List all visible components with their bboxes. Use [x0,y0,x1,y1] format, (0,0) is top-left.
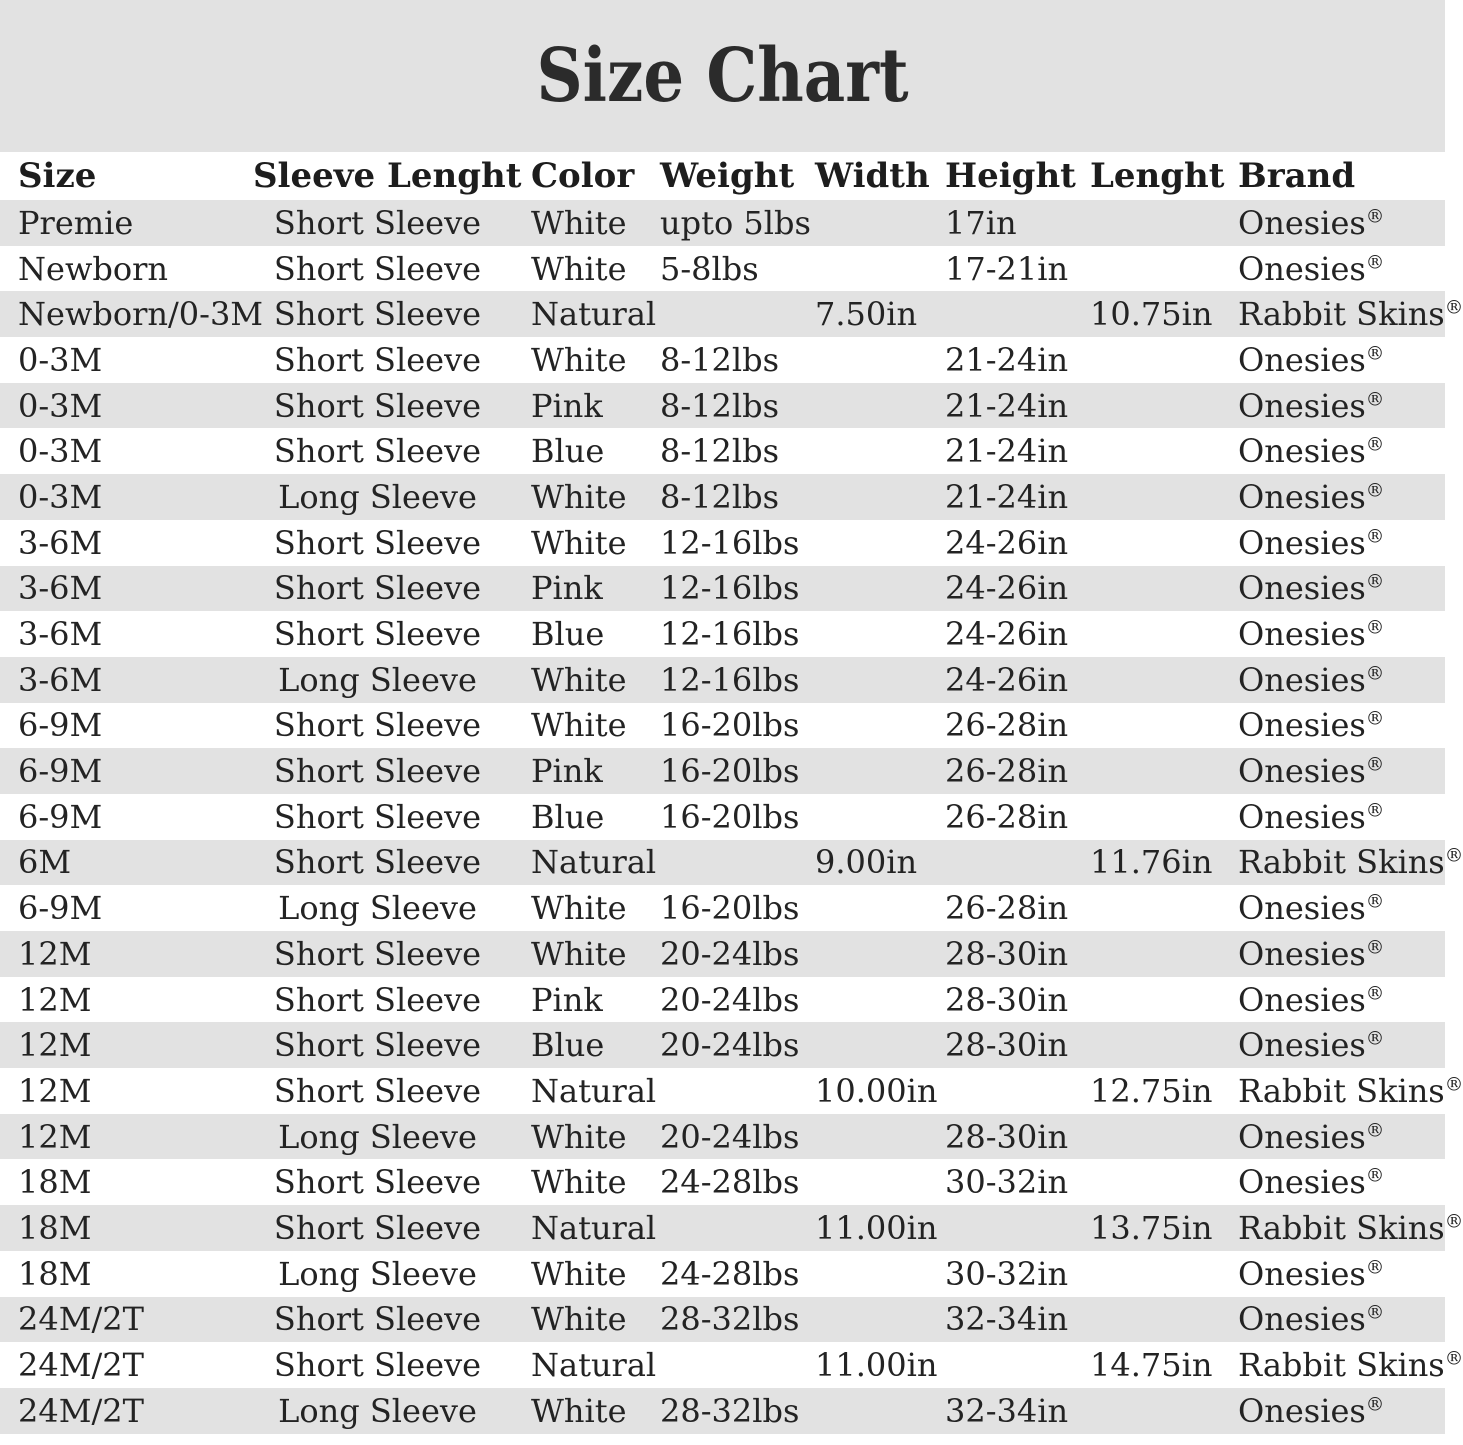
cell-size: Newborn/0-3M [18,295,264,334]
cell-height: 21-24in [945,386,1069,425]
column-header-brand: Brand [1238,156,1356,196]
registered-trademark-symbol: ® [1365,708,1385,730]
cell-width [810,611,940,657]
cell-weight: 16-20lbs [660,889,800,928]
registered-trademark-symbol: ® [1365,937,1385,959]
cell-brand: Rabbit Skins® [1238,1208,1463,1247]
cell-size: 18M [18,1254,92,1293]
table-row [0,1205,1445,1251]
table-row [0,383,1445,429]
cell-weight: 28-32lbs [660,1391,800,1430]
cell-sleeve-lenght: Short Sleeve [273,295,482,334]
table-row [0,840,1445,886]
table-row [0,1297,1445,1343]
cell-brand: Rabbit Skins® [1238,1071,1463,1110]
registered-trademark-symbol: ® [1365,526,1385,547]
cell-height [940,1068,1085,1114]
cell-width [810,703,940,749]
cell-size: 24M/2T [18,1346,144,1385]
cell-width [810,1388,940,1434]
cell-sleeve-lenght: Short Sleeve [273,1346,482,1385]
cell-size: 12M [18,1071,92,1110]
table-row [0,611,1445,657]
cell-height: 26-28in [945,706,1069,745]
column-header-weight: Weight [660,156,795,196]
cell-color: White [531,340,627,379]
cell-sleeve-lenght: Short Sleeve [273,1071,482,1110]
cell-height [940,840,1085,886]
cell-brand: Rabbit Skins® [1238,295,1463,334]
cell-sleeve-lenght: Short Sleeve [273,203,482,242]
cell-color: White [531,523,627,562]
cell-lenght [1085,474,1233,520]
cell-lenght [1085,1022,1233,1068]
cell-height: 26-28in [945,889,1069,928]
cell-brand: Onesies® [1238,523,1385,562]
cell-sleeve-lenght: Short Sleeve [273,843,482,882]
column-header-size: Size [18,156,97,196]
cell-size: 3-6M [18,569,103,608]
cell-sleeve-lenght: Long Sleeve [278,1391,477,1430]
table-row [0,1388,1445,1434]
cell-lenght: 11.76in [1090,843,1213,882]
registered-trademark-symbol: ® [1365,663,1385,685]
cell-weight: 24-28lbs [660,1163,800,1202]
cell-weight: 20-24lbs [660,934,800,973]
cell-lenght [1085,428,1233,474]
table-row [0,520,1445,566]
cell-height: 17-21in [945,249,1069,288]
registered-trademark-symbol: ® [1444,1074,1463,1096]
cell-color: White [531,660,627,699]
cell-weight: 8-12lbs [660,386,780,425]
registered-trademark-symbol: ® [1365,388,1385,410]
cell-size: 0-3M [18,477,103,516]
cell-height [940,291,1085,337]
registered-trademark-symbol: ® [1365,1257,1385,1278]
cell-height: 21-24in [945,340,1069,379]
table-row [0,931,1445,977]
cell-size: 12M [18,1026,92,1065]
cell-color: Pink [531,752,603,791]
column-header-color: Color [531,156,635,196]
cell-size: 24M/2T [18,1300,144,1339]
cell-weight [655,1205,810,1251]
cell-color: White [531,477,627,516]
cell-lenght: 14.75in [1090,1346,1213,1385]
table-row [0,1114,1445,1160]
cell-width: 10.00in [815,1071,938,1110]
cell-sleeve-lenght: Long Sleeve [278,1254,477,1293]
cell-width [810,1114,940,1160]
cell-weight: 20-24lbs [660,980,800,1019]
registered-trademark-symbol: ® [1365,1165,1385,1187]
registered-trademark-symbol: ® [1365,434,1385,456]
header-row [0,152,1445,200]
cell-size: 12M [18,934,92,973]
cell-color: White [531,1254,627,1293]
cell-lenght [1085,383,1233,429]
cell-brand: Onesies® [1238,1300,1385,1339]
cell-width [810,794,940,840]
cell-color: White [531,1117,627,1156]
cell-weight: 8-12lbs [660,432,780,471]
table-row [0,474,1445,520]
cell-size: 18M [18,1163,92,1202]
cell-lenght [1085,337,1233,383]
cell-size: 6-9M [18,797,103,836]
table-row [0,748,1445,794]
cell-height: 28-30in [945,1117,1069,1156]
column-header-height: Height [945,156,1076,196]
cell-brand: Onesies® [1238,752,1385,791]
table-row [0,566,1445,612]
cell-width [810,474,940,520]
table-row [0,428,1445,474]
cell-height: 26-28in [945,797,1069,836]
cell-size: 12M [18,980,92,1019]
cell-height [940,1342,1085,1388]
cell-brand: Rabbit Skins® [1238,843,1463,882]
cell-width [810,428,940,474]
cell-weight: upto 5lbs [660,203,811,242]
cell-width: 9.00in [815,843,918,882]
registered-trademark-symbol: ® [1365,1119,1385,1141]
cell-height: 32-34in [945,1391,1069,1430]
cell-lenght [1085,703,1233,749]
cell-color: Natural [531,295,657,334]
cell-brand: Onesies® [1238,889,1385,928]
cell-height: 21-24in [945,477,1069,516]
cell-brand: Onesies® [1238,934,1385,973]
cell-color: White [531,1300,627,1339]
cell-height: 30-32in [945,1254,1069,1293]
cell-weight: 16-20lbs [660,752,800,791]
cell-width [810,200,940,246]
cell-height: 30-32in [945,1163,1069,1202]
registered-trademark-symbol: ® [1444,297,1463,319]
cell-brand: Onesies® [1238,249,1385,288]
registered-trademark-symbol: ® [1444,845,1463,867]
cell-size: 6-9M [18,889,103,928]
cell-sleeve-lenght: Short Sleeve [273,1300,482,1339]
cell-width [810,566,940,612]
cell-color: Blue [531,432,605,471]
cell-height: 24-26in [945,523,1069,562]
cell-size: 6-9M [18,752,103,791]
cell-width [810,931,940,977]
cell-width [810,520,940,566]
cell-size: 0-3M [18,432,103,471]
cell-height: 26-28in [945,752,1069,791]
column-header-lenght: Lenght [1090,156,1225,196]
cell-sleeve-lenght: Long Sleeve [278,477,477,516]
cell-color: Pink [531,980,603,1019]
table-row [0,291,1445,337]
registered-trademark-symbol: ® [1365,617,1385,639]
cell-sleeve-lenght: Long Sleeve [278,660,477,699]
table-row [0,1251,1445,1297]
cell-lenght [1085,1297,1233,1343]
cell-weight [655,1342,810,1388]
cell-size: 24M/2T [18,1391,144,1430]
cell-lenght [1085,246,1233,292]
registered-trademark-symbol: ® [1365,891,1385,913]
registered-trademark-symbol: ® [1365,1302,1385,1324]
cell-brand: Rabbit Skins® [1238,1346,1463,1385]
cell-brand: Onesies® [1238,615,1385,654]
cell-color: Blue [531,615,605,654]
cell-width [810,246,940,292]
cell-lenght [1085,200,1233,246]
cell-color: White [531,203,627,242]
cell-sleeve-lenght: Short Sleeve [273,706,482,745]
registered-trademark-symbol: ® [1365,480,1385,502]
cell-height: 28-30in [945,934,1069,973]
registered-trademark-symbol: ® [1365,206,1385,228]
table-row [0,977,1445,1023]
title-bar [0,0,1445,152]
cell-brand: Onesies® [1238,386,1385,425]
cell-lenght [1085,1251,1233,1297]
cell-brand: Onesies® [1238,797,1385,836]
cell-width [810,1159,940,1205]
registered-trademark-symbol: ® [1365,343,1385,365]
cell-width [810,383,940,429]
cell-weight: 12-16lbs [660,615,800,654]
cell-weight: 20-24lbs [660,1026,800,1065]
registered-trademark-symbol: ® [1365,251,1385,273]
column-header-width: Width [815,156,930,196]
table-row [0,200,1445,246]
registered-trademark-symbol: ® [1365,982,1385,1004]
cell-lenght [1085,657,1233,703]
cell-brand: Onesies® [1238,1026,1385,1065]
cell-lenght: 10.75in [1090,295,1213,334]
registered-trademark-symbol: ® [1365,800,1385,822]
table-row [0,1342,1445,1388]
cell-brand: Onesies® [1238,706,1385,745]
cell-brand: Onesies® [1238,660,1385,699]
cell-color: Pink [531,386,603,425]
cell-weight: 12-16lbs [660,523,800,562]
cell-height: 24-26in [945,615,1069,654]
cell-lenght [1085,977,1233,1023]
registered-trademark-symbol: ® [1444,1348,1463,1370]
column-header-sleeve-lenght: Sleeve Lenght [253,156,522,196]
cell-lenght: 12.75in [1090,1071,1213,1110]
cell-lenght [1085,748,1233,794]
cell-weight: 5-8lbs [660,249,759,288]
cell-width [810,1251,940,1297]
table-row [0,1068,1445,1114]
registered-trademark-symbol: ® [1365,1028,1385,1050]
registered-trademark-symbol: ® [1444,1211,1463,1233]
cell-lenght [1085,885,1233,931]
cell-sleeve-lenght: Short Sleeve [273,980,482,1019]
cell-size: 18M [18,1208,92,1247]
registered-trademark-symbol: ® [1365,571,1385,593]
cell-width [810,1022,940,1068]
cell-size: 3-6M [18,523,103,562]
cell-color: White [531,249,627,288]
cell-lenght [1085,1159,1233,1205]
cell-sleeve-lenght: Short Sleeve [273,934,482,973]
table-row [0,703,1445,749]
cell-sleeve-lenght: Short Sleeve [273,432,482,471]
table-row [0,657,1445,703]
table-row [0,1159,1445,1205]
cell-weight: 8-12lbs [660,477,780,516]
cell-size: 3-6M [18,615,103,654]
cell-weight: 12-16lbs [660,569,800,608]
cell-weight: 12-16lbs [660,660,800,699]
cell-sleeve-lenght: Long Sleeve [278,889,477,928]
table-row [0,337,1445,383]
cell-size: 3-6M [18,660,103,699]
cell-sleeve-lenght: Short Sleeve [273,752,482,791]
cell-brand: Onesies® [1238,203,1385,242]
table-row [0,885,1445,931]
cell-lenght [1085,1114,1233,1160]
cell-color: Natural [531,1071,657,1110]
cell-weight [655,840,810,886]
cell-height [940,1205,1085,1251]
cell-sleeve-lenght: Short Sleeve [273,797,482,836]
registered-trademark-symbol: ® [1365,754,1385,776]
cell-width [810,748,940,794]
cell-height: 24-26in [945,569,1069,608]
cell-width [810,885,940,931]
cell-color: White [531,934,627,973]
cell-width [810,1297,940,1343]
cell-color: Blue [531,797,605,836]
cell-sleeve-lenght: Short Sleeve [273,340,482,379]
table-row [0,794,1445,840]
cell-color: White [531,1163,627,1202]
cell-brand: Onesies® [1238,980,1385,1019]
cell-sleeve-lenght: Short Sleeve [273,523,482,562]
cell-size: 6M [18,843,72,882]
page-title: Size Chart [536,32,909,120]
cell-color: Natural [531,1208,657,1247]
cell-color: White [531,889,627,928]
cell-lenght [1085,566,1233,612]
cell-width [810,337,940,383]
cell-width: 11.00in [815,1346,938,1385]
cell-brand: Onesies® [1238,1391,1385,1430]
cell-brand: Onesies® [1238,1117,1385,1156]
cell-weight: 24-28lbs [660,1254,800,1293]
cell-brand: Onesies® [1238,432,1385,471]
cell-lenght [1085,520,1233,566]
cell-sleeve-lenght: Short Sleeve [273,1163,482,1202]
cell-brand: Onesies® [1238,477,1385,516]
cell-lenght: 13.75in [1090,1208,1213,1247]
cell-lenght [1085,611,1233,657]
cell-lenght [1085,1388,1233,1434]
cell-brand: Onesies® [1238,569,1385,608]
cell-color: Blue [531,1026,605,1065]
cell-lenght [1085,794,1233,840]
cell-weight: 20-24lbs [660,1117,800,1156]
cell-size: 6-9M [18,706,103,745]
cell-sleeve-lenght: Long Sleeve [278,1117,477,1156]
registered-trademark-symbol: ® [1365,1394,1385,1416]
cell-size: Premie [18,203,134,242]
table-body [0,200,1463,1434]
cell-size: Newborn [18,249,168,288]
cell-sleeve-lenght: Short Sleeve [273,386,482,425]
cell-weight: 16-20lbs [660,797,800,836]
cell-height: 28-30in [945,980,1069,1019]
cell-weight: 28-32lbs [660,1300,800,1339]
cell-brand: Onesies® [1238,340,1385,379]
cell-height: 21-24in [945,432,1069,471]
size-chart-table [0,152,1463,1434]
cell-height: 24-26in [945,660,1069,699]
cell-size: 12M [18,1117,92,1156]
cell-height: 17in [945,203,1017,242]
cell-weight [655,1068,810,1114]
cell-sleeve-lenght: Short Sleeve [273,615,482,654]
table-header [0,152,1445,200]
cell-color: Natural [531,1346,657,1385]
cell-sleeve-lenght: Short Sleeve [273,249,482,288]
table-row [0,246,1445,292]
cell-weight [655,291,810,337]
cell-weight: 16-20lbs [660,706,800,745]
cell-weight: 8-12lbs [660,340,780,379]
cell-color: Pink [531,569,603,608]
cell-size: 0-3M [18,340,103,379]
cell-height: 28-30in [945,1026,1069,1065]
cell-lenght [1085,931,1233,977]
cell-sleeve-lenght: Short Sleeve [273,1026,482,1065]
cell-width: 7.50in [815,295,918,334]
cell-width [810,657,940,703]
cell-height: 32-34in [945,1300,1069,1339]
cell-color: White [531,1391,627,1430]
table-row [0,1022,1445,1068]
cell-color: Natural [531,843,657,882]
cell-brand: Onesies® [1238,1254,1385,1293]
cell-sleeve-lenght: Short Sleeve [273,569,482,608]
cell-sleeve-lenght: Short Sleeve [273,1208,482,1247]
cell-color: White [531,706,627,745]
cell-width: 11.00in [815,1208,938,1247]
cell-brand: Onesies® [1238,1163,1385,1202]
cell-size: 0-3M [18,386,103,425]
cell-width [810,977,940,1023]
